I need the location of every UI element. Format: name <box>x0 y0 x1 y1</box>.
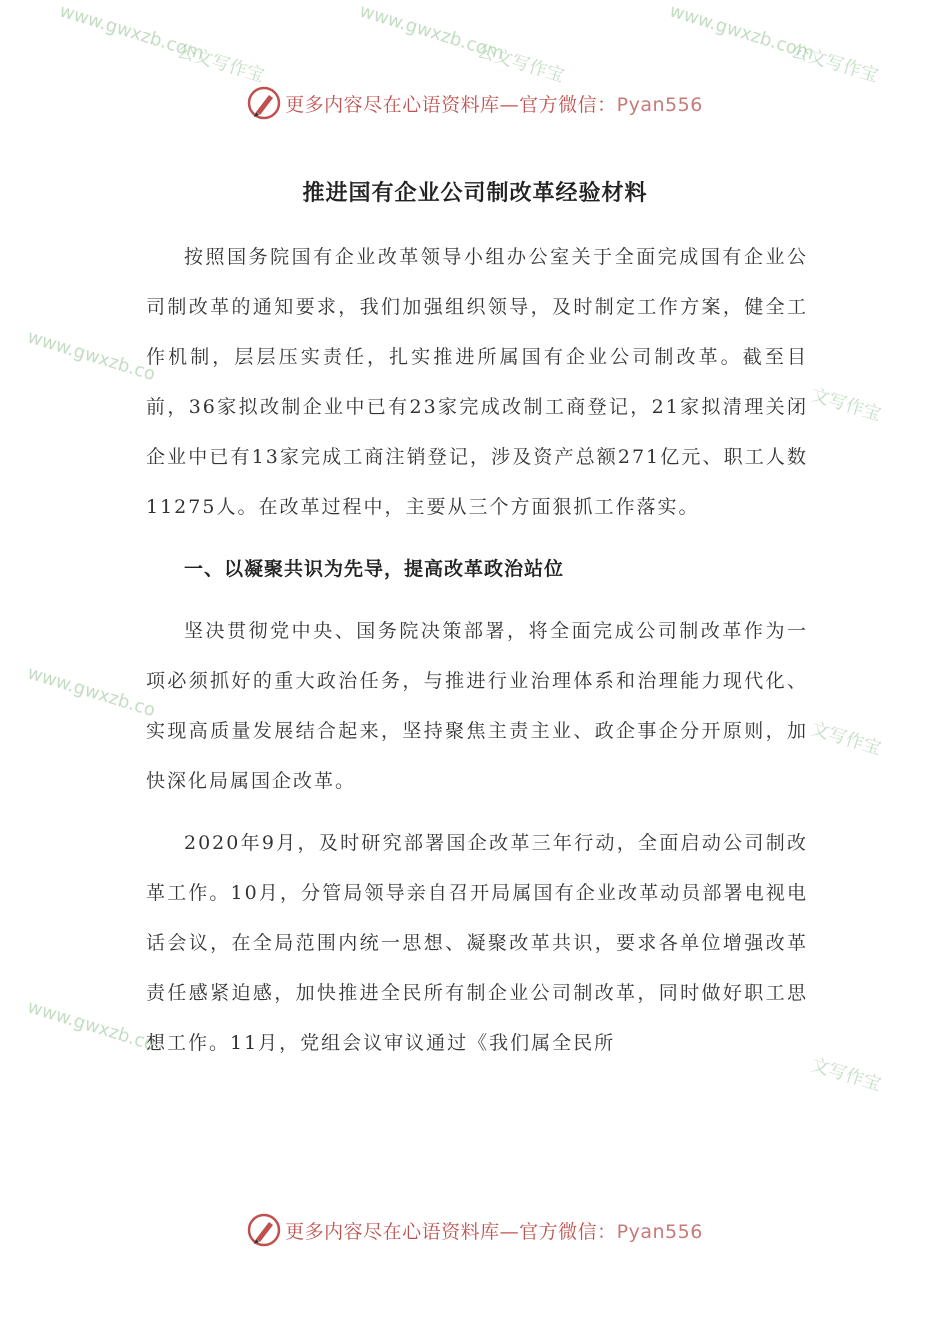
section-heading: 一、以凝聚共识为先导，提高改革政治站位 <box>184 558 565 580</box>
watermark-url: www.gwxzb.co <box>24 996 158 1056</box>
watermark-label: 公文写作宝 <box>174 40 267 87</box>
wechat-id: Pyan556 <box>616 93 703 116</box>
wechat-id: Pyan556 <box>616 1220 703 1243</box>
pen-logo-icon <box>247 1213 281 1247</box>
watermark-label: 文写作宝 <box>808 384 884 426</box>
body-paragraph: 2020年9月，及时研究部署国企改革三年行动，全面启动公司制改革工作。10月，分管局领导亲自召开局属国有企业改革动员部署电视电话会议，在全局范围内统一思想、凝聚改革共识，要求各单位增强改革责任感紧迫感，加快推进全民所有制企业公司制改革，同时做好职工思想工作。11月，党组会议审议通过《我们属全民所 <box>146 832 808 1054</box>
footer-banner <box>0 1210 950 1250</box>
watermark-label: 公文写作宝 <box>474 40 567 87</box>
header-banner <box>0 83 950 123</box>
watermark-label: 文写作宝 <box>808 718 884 760</box>
document-title: 推进国有企业公司制改革经验材料 <box>302 180 648 206</box>
watermark-label: 文写作宝 <box>808 1054 884 1096</box>
document-body <box>146 232 808 1080</box>
watermark-url: www.gwxzb.co <box>24 326 158 386</box>
watermark-url: www.gwxzb.co <box>24 662 158 722</box>
watermark-url: www.gwxzb.com <box>356 0 507 65</box>
banner-text: 更多内容尽在心语资料库—官方微信：Pyan556 <box>285 93 703 116</box>
body-paragraph: 坚决贯彻党中央、国务院决策部署，将全面完成公司制改革作为一项必须抓好的重大政治任务，与推进行业治理体系和治理能力现代化、实现高质量发展结合起来，坚持聚焦主责主业、政企事企分开原则，加快深化局属国企改革。 <box>146 620 808 792</box>
watermark-url: www.gwxzb.com <box>666 0 817 65</box>
pen-logo-icon <box>247 86 281 120</box>
banner-text: 更多内容尽在心语资料库—官方微信：Pyan556 <box>285 1220 703 1243</box>
watermark-label: 公文写作宝 <box>788 40 881 87</box>
watermark-url: www.gwxzb.com <box>56 0 207 65</box>
intro-paragraph: 按照国务院国有企业改革领导小组办公室关于全面完成国有企业公司制改革的通知要求，我们加强组织领导，及时制定工作方案，健全工作机制，层层压实责任，扎实推进所属国有企业公司制改革。截至目前，36家拟改制企业中已有23家完成改制工商登记，21家拟清理关闭企业中已有13家完成工商注销登记，涉及资产总额271亿元、职工人数11275人。在改革过程中，主要从三个方面狠抓工作落实。 <box>146 246 808 518</box>
